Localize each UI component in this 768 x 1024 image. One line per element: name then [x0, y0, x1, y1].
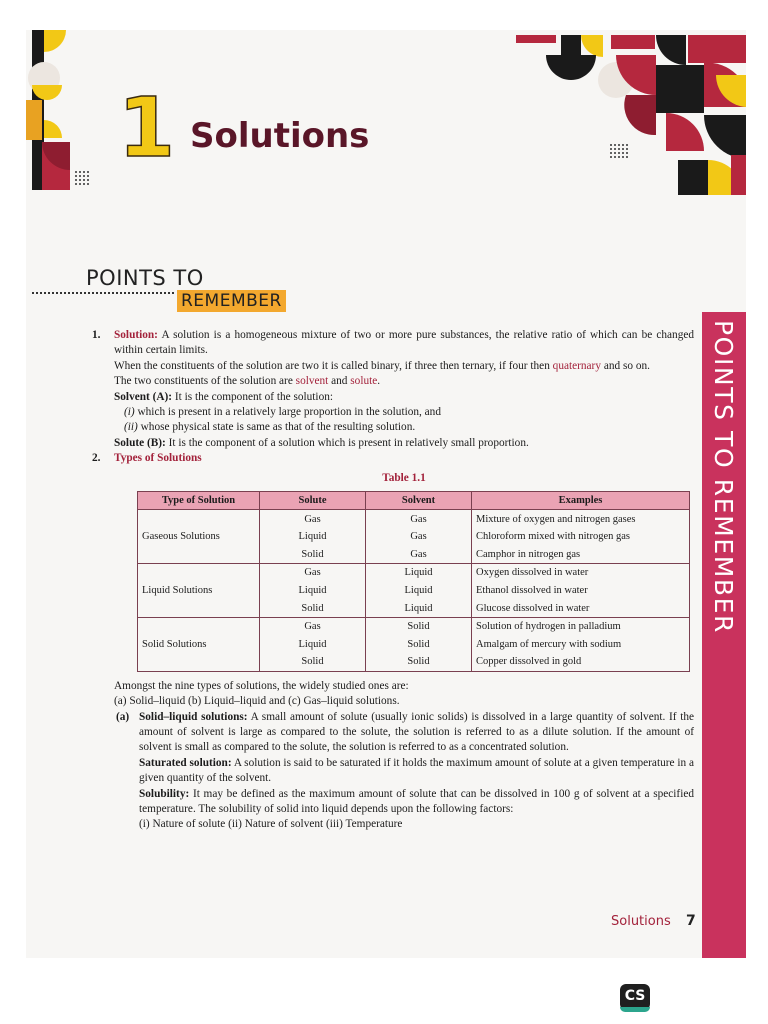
- period-text: .: [377, 375, 381, 388]
- roman-i: (i): [124, 406, 135, 419]
- solid-liquid-section: [114, 710, 694, 833]
- chapter-title: Solutions: [190, 116, 370, 156]
- example-cell: Amalgam of mercury with sodium: [472, 636, 690, 654]
- solvent-point-i: which is present in a relatively large proportion in the solution, and: [137, 406, 441, 419]
- table-row: [138, 510, 690, 528]
- solubility-factors: (i) Nature of solute (ii) Nature of solvent (iii) Temperature: [139, 818, 403, 831]
- camscanner-logo: CS: [620, 984, 650, 1010]
- footer-chapter-label: Solutions: [611, 914, 671, 929]
- binary-ternary-text: When the constituents of the solution are two it is called binary, if three then ternary, if four then: [114, 359, 550, 372]
- constituents-text: The two constituents of the solution are: [114, 375, 293, 388]
- solubility-title: Solubility:: [139, 787, 190, 800]
- type-cell: Gaseous Solutions: [138, 510, 260, 564]
- page-content: [92, 328, 694, 833]
- solvent-label: Solvent (A):: [114, 390, 173, 403]
- nine-types-text: Amongst the nine types of solutions, the widely studied ones are:: [114, 679, 409, 692]
- header-solute: Solute: [260, 492, 366, 510]
- camscanner-logo-underline: [620, 1007, 650, 1012]
- table-caption: Table 1.1: [382, 471, 426, 484]
- textbook-page: [26, 30, 746, 958]
- example-cell: Chloroform mixed with nitrogen gas: [472, 528, 690, 546]
- solute-cell: Liquid: [260, 582, 366, 600]
- chapter-number: 1: [118, 81, 176, 176]
- solvent-cell: Liquid: [366, 599, 472, 617]
- table-row: [138, 618, 690, 636]
- term-solvent: solvent: [295, 375, 329, 388]
- saturated-title: Saturated solution:: [139, 756, 232, 769]
- example-cell: Camphor in nitrogen gas: [472, 546, 690, 564]
- solid-liquid-text: A small amount of solute (usually ionic solids) is dissolved in a large quantity of solvent. If the amount of solvent is large as compared to the solute, the solution is referred to as a dilute solution. If the amount of solvent is small as compared to the solute, the solution is referred to as a concentrated solution.: [139, 710, 694, 754]
- type-cell: Solid Solutions: [138, 618, 260, 672]
- point-types: [92, 451, 694, 466]
- solid-liquid-title: Solid–liquid solutions:: [139, 710, 248, 723]
- point-solution: [92, 328, 694, 451]
- solute-label: Solute (B):: [114, 436, 166, 449]
- and-text: and: [331, 375, 348, 388]
- solute-cell: Liquid: [260, 636, 366, 654]
- and-so-on-text: and so on.: [603, 359, 650, 372]
- header-type: Type of Solution: [138, 492, 260, 510]
- solvent-cell: Liquid: [366, 564, 472, 582]
- solute-cell: Gas: [260, 510, 366, 528]
- solute-cell: Solid: [260, 599, 366, 617]
- solution-definition: A solution is a homogeneous mixture of two or more pure substances, the relative ratio of which can be changed within certain limits.: [114, 329, 694, 357]
- three-types-text: (a) Solid–liquid (b) Liquid–liquid and (c) Gas–liquid solutions.: [114, 695, 400, 708]
- header-examples: Examples: [472, 492, 690, 510]
- points-heading-line2: REMEMBER: [177, 290, 286, 312]
- example-cell: Ethanol dissolved in water: [472, 582, 690, 600]
- solubility-text: It may be defined as the maximum amount of solute that can be dissolved in 100 g of solvent at a specified temperature. The solubility of solid into liquid depends upon the following factors:: [139, 787, 694, 816]
- studied-solutions: [114, 679, 694, 710]
- solvent-cell: Gas: [366, 546, 472, 564]
- table-header-row: [138, 492, 690, 510]
- solute-cell: Solid: [260, 546, 366, 564]
- solvent-definition: It is the component of the solution:: [174, 390, 334, 403]
- term-quaternary: quaternary: [552, 359, 601, 372]
- solute-cell: Gas: [260, 618, 366, 636]
- example-cell: Glucose dissolved in water: [472, 599, 690, 617]
- solute-cell: Liquid: [260, 528, 366, 546]
- solute-cell: Solid: [260, 653, 366, 671]
- table-row: [138, 564, 690, 582]
- dotted-rule: [32, 292, 174, 294]
- decorative-pattern-left: [26, 30, 106, 200]
- solvent-cell: Gas: [366, 510, 472, 528]
- header-solvent: Solvent: [366, 492, 472, 510]
- term-solution: Solution:: [114, 329, 158, 341]
- term-solute: solute: [350, 375, 378, 388]
- solute-cell: Gas: [260, 564, 366, 582]
- types-heading: Types of Solutions: [114, 452, 202, 465]
- solvent-cell: Solid: [366, 618, 472, 636]
- point-number: 2.: [92, 452, 101, 465]
- example-cell: Solution of hydrogen in palladium: [472, 618, 690, 636]
- sub-label-a: (a): [116, 710, 130, 723]
- solution-types-table: [137, 491, 690, 672]
- decorative-pattern-right: [516, 35, 746, 195]
- solvent-cell: Gas: [366, 528, 472, 546]
- page-number: 7: [686, 913, 696, 929]
- example-cell: Mixture of oxygen and nitrogen gases: [472, 510, 690, 528]
- example-cell: Copper dissolved in gold: [472, 653, 690, 671]
- solvent-cell: Solid: [366, 636, 472, 654]
- example-cell: Oxygen dissolved in water: [472, 564, 690, 582]
- point-number: 1.: [92, 329, 101, 341]
- solvent-cell: Liquid: [366, 582, 472, 600]
- solvent-point-ii: whose physical state is same as that of the resulting solution.: [140, 421, 416, 434]
- solvent-cell: Solid: [366, 653, 472, 671]
- side-tab: [702, 312, 746, 958]
- side-tab-label: POINTS TO REMEMBER: [709, 320, 738, 635]
- type-cell: Liquid Solutions: [138, 564, 260, 618]
- solute-definition: It is the component of a solution which is present in relatively small proportion.: [168, 436, 529, 449]
- points-heading-line1: POINTS TO: [86, 266, 204, 290]
- saturated-text: A solution is said to be saturated if it holds the maximum amount of solute at a given temperature in a given quantity of the solvent.: [139, 756, 694, 785]
- roman-ii: (ii): [124, 421, 138, 434]
